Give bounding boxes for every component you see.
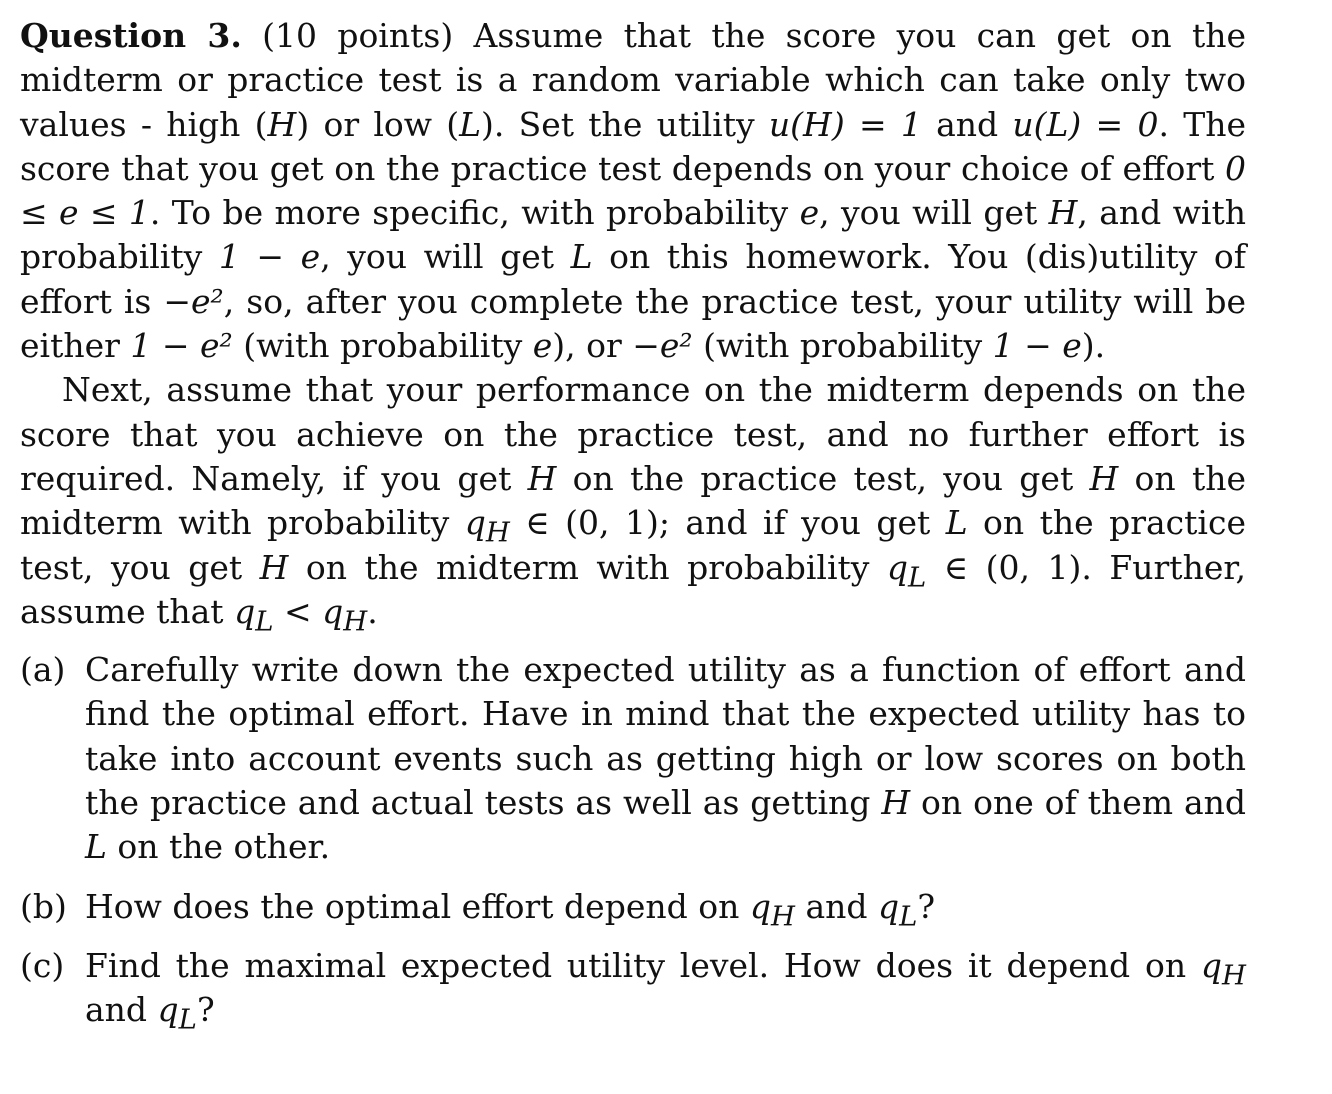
math: 1 − e² bbox=[130, 326, 233, 366]
text: and bbox=[794, 886, 878, 926]
question-part-a bbox=[20, 648, 1246, 869]
question-paragraph-2 bbox=[20, 368, 1246, 638]
math-subscript: L bbox=[255, 605, 274, 638]
question-heading: Question 3. bbox=[20, 16, 242, 55]
math: q bbox=[157, 990, 179, 1030]
math: q bbox=[234, 591, 256, 631]
math: q bbox=[886, 547, 909, 587]
math-utility-low: u(L) = 0 bbox=[1012, 104, 1159, 144]
text: Next, assume that your performance on the midterm depends on the score that you achieve on the practice test, and no further effort is required. Namely, if you get bbox=[20, 370, 1246, 498]
text: on the midterm with probability bbox=[288, 547, 887, 587]
text: . The score that you get on the practice test depends on your choice of effort bbox=[20, 104, 1246, 188]
text: (with probability bbox=[692, 326, 993, 366]
math: < bbox=[273, 591, 323, 631]
text: , you will get bbox=[320, 237, 571, 277]
text: and bbox=[85, 990, 158, 1030]
text: Find the maximal expected utility level. How does it depend on bbox=[85, 945, 1201, 985]
question-part-c bbox=[20, 944, 1246, 1036]
text: ), or bbox=[552, 326, 633, 366]
text: on the practice test, you get bbox=[556, 458, 1090, 498]
math-subscript: H bbox=[485, 516, 510, 549]
math: H bbox=[267, 104, 297, 144]
text: and bbox=[921, 104, 1013, 144]
math: ∈ (0, 1) bbox=[509, 503, 659, 543]
text: ) or low ( bbox=[296, 104, 460, 144]
part-label: (b) bbox=[20, 886, 67, 926]
math: ∈ (0, 1) bbox=[926, 547, 1082, 587]
math-subscript: H bbox=[770, 900, 795, 933]
math-subscript: L bbox=[908, 561, 927, 594]
text: ). bbox=[1081, 326, 1106, 366]
math: q bbox=[1200, 945, 1223, 985]
question-paragraph-1 bbox=[20, 14, 1246, 368]
part-label: (a) bbox=[20, 650, 66, 690]
math: −e² bbox=[163, 281, 224, 321]
math: 1 − e bbox=[992, 326, 1082, 366]
text: , you will get bbox=[819, 193, 1049, 233]
text: on the practice test, you get bbox=[20, 503, 1246, 587]
text: . Further, assume that bbox=[20, 547, 1246, 631]
math-subscript: H bbox=[343, 605, 368, 638]
math: H bbox=[527, 458, 557, 498]
math: H bbox=[1089, 458, 1119, 498]
math: L bbox=[459, 104, 482, 144]
math-utility-high: u(H) = 1 bbox=[768, 104, 922, 144]
text: . bbox=[367, 591, 378, 631]
text: ? bbox=[917, 886, 936, 926]
question-parts-list bbox=[20, 648, 1246, 1036]
text: , so, after you complete the practice test, your utility will be either bbox=[20, 281, 1246, 366]
math: q bbox=[749, 886, 771, 926]
math: q bbox=[878, 886, 900, 926]
text: ? bbox=[196, 990, 215, 1030]
math: H bbox=[1048, 193, 1078, 233]
math: q bbox=[464, 503, 486, 543]
text: , and with probability bbox=[20, 193, 1246, 277]
math-effort-range: 0 ≤ e ≤ 1 bbox=[20, 148, 1246, 233]
part-label: (c) bbox=[20, 945, 65, 985]
math: q bbox=[322, 591, 344, 631]
math-subscript: L bbox=[178, 1003, 197, 1036]
text: (with probability bbox=[232, 326, 533, 366]
math: e bbox=[799, 193, 820, 233]
math-subscript: H bbox=[1222, 959, 1246, 992]
math: H bbox=[259, 547, 289, 587]
text: How does the optimal effort depend on bbox=[85, 886, 750, 926]
text: ). Set the utility bbox=[481, 104, 769, 144]
math: 1 − e bbox=[218, 237, 321, 277]
question-part-b bbox=[20, 885, 1246, 933]
text: on one of them and bbox=[910, 783, 1246, 823]
math: L bbox=[570, 237, 593, 277]
text: . To be more specific, with probability bbox=[149, 193, 800, 233]
text: Carefully write down the expected utility as a function of effort and find the optimal effort. Have in mind that the expected utility has to take into account events such as getting high or low scores on both the practice and actual tests as well as getting bbox=[85, 650, 1246, 823]
math: −e² bbox=[632, 326, 693, 366]
text: ; and if you get bbox=[658, 503, 946, 543]
text: on this homework. You (dis)utility of effort is bbox=[20, 237, 1247, 321]
text: on the midterm with probability bbox=[20, 458, 1246, 543]
text: Assume that the score you can get on the midterm or practice test is a random variable which can take only two values - high ( bbox=[20, 16, 1247, 144]
math: L bbox=[945, 503, 968, 543]
math-subscript: L bbox=[899, 900, 918, 933]
math: L bbox=[85, 827, 107, 867]
math: e bbox=[532, 326, 553, 366]
text: on the other. bbox=[106, 827, 331, 867]
math: H bbox=[881, 783, 911, 823]
question-points: (10 points) bbox=[262, 16, 454, 55]
